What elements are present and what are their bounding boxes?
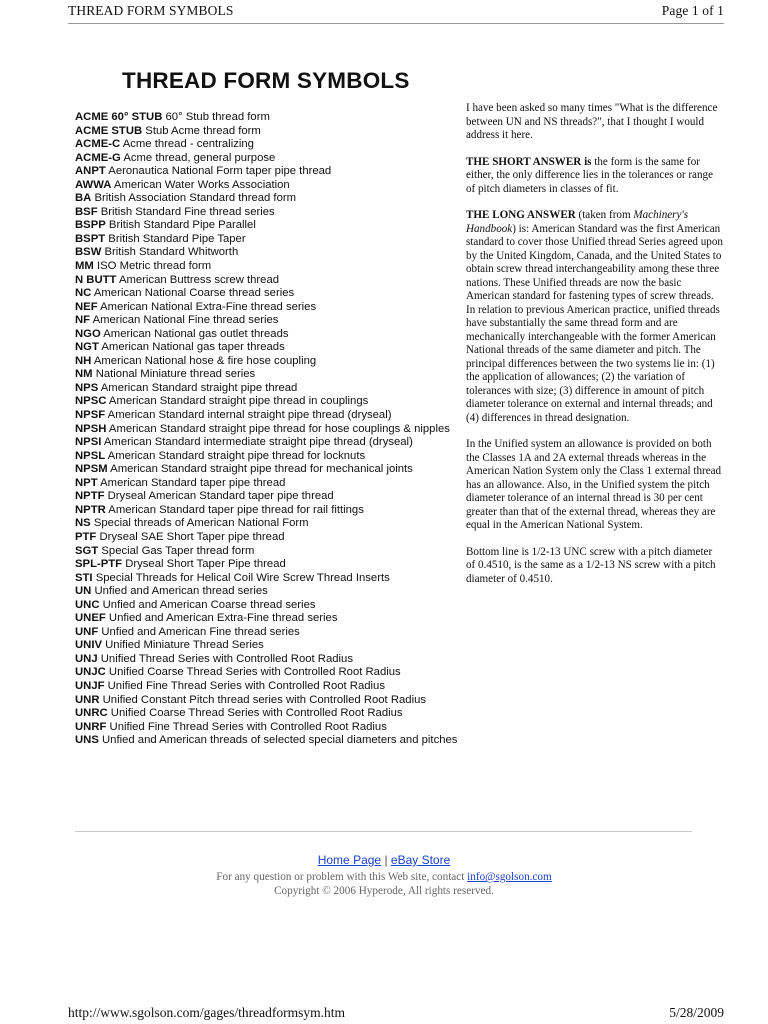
thread-symbol-code: UNJC <box>75 666 106 679</box>
thread-symbol-code: ACME-G <box>75 151 121 164</box>
thread-symbol-item <box>75 233 465 247</box>
thread-symbol-description: British Association Standard thread form <box>94 192 297 205</box>
thread-symbol-item <box>75 463 465 477</box>
thread-symbol-description: Unfied and American Fine thread series <box>101 625 300 638</box>
thread-symbol-item <box>75 206 465 220</box>
thread-symbol-item <box>75 531 465 545</box>
thread-symbol-description: American National Extra-Fine thread series <box>100 300 317 313</box>
long-answer-body: ) is: American Standard was the first American standard to cover those Unified thread Series agreed upon by the United Kingdom, Canada, and the United States to obtain screw thread interchangeability among these three nations. These Unified threads are now the basic American standard for fastening types of screw threads. In relation to previous American practice, unified threads have substantially the same thread form and are mechanically interchangeable with the former American National threads of the same diameter and pitch. The principal differences between the two systems lie in: (1) the application of allowances; (2) the variation of tolerances with size; (3) difference in amount of pitch diameter tolerance on external and internal threads; and (4) differences in thread designation. <box>466 222 723 424</box>
thread-symbol-code: NPSC <box>75 395 107 408</box>
thread-symbol-item <box>75 490 465 504</box>
thread-symbol-description: American National gas taper threads <box>101 341 285 354</box>
thread-symbol-code: NPSF <box>75 409 106 422</box>
article-long-answer <box>466 209 724 425</box>
print-footer-date: 5/28/2009 <box>669 1005 724 1020</box>
thread-symbol-description: Aeronautica National Form taper pipe thread <box>108 165 332 178</box>
thread-symbol-description: Special threads of American National Form <box>93 517 309 530</box>
article-intro: I have been asked so many times "What is the difference between UN and NS threads?", that I thought I would address it here. <box>466 102 718 141</box>
thread-symbol-item <box>75 395 465 409</box>
thread-symbol-item <box>75 423 465 437</box>
thread-symbol-code: AWWA <box>75 178 112 191</box>
thread-symbol-item <box>75 572 465 586</box>
thread-symbol-description: Unified Constant Pitch thread series with Controlled Root Radius <box>102 693 427 706</box>
thread-symbol-item <box>75 585 465 599</box>
thread-symbol-code: SPL-PTF <box>75 558 123 571</box>
thread-symbol-description: American Standard straight pipe thread <box>100 381 298 394</box>
thread-symbol-code: NS <box>75 517 91 530</box>
thread-symbol-description: American National Coarse thread series <box>93 287 295 300</box>
print-header-page-number: Page 1 of 1 <box>661 3 724 18</box>
article-unified-system: In the Unified system an allowance is provided on both the Classes 1A and 2A external threads whereas in the American Nation System only the Class 1 external thread has an allowance. Also, in the Unified system the pitch diameter tolerance of an internal thread is 30 per cent greater than that of the external thread, whereas they are equal in the American National System. <box>466 438 722 531</box>
thread-symbol-item <box>75 721 465 735</box>
thread-symbol-code: UNJF <box>75 679 105 692</box>
thread-symbol-code: N BUTT <box>75 273 117 286</box>
thread-symbol-code: UNRC <box>75 707 108 720</box>
thread-symbol-item <box>75 179 465 193</box>
thread-symbol-description: Unfied and American Coarse thread series <box>102 598 316 611</box>
thread-symbol-description: American National Fine thread series <box>92 314 279 327</box>
thread-symbol-description: Special Threads for Helical Coil Wire Screw Thread Inserts <box>95 571 390 584</box>
thread-symbol-description: American Standard straight pipe thread for locknuts <box>107 449 366 462</box>
thread-symbol-code: UNEF <box>75 612 106 625</box>
thread-symbol-item <box>75 219 465 233</box>
thread-symbol-description: Dryseal SAE Short Taper pipe thread <box>99 530 285 543</box>
contact-line <box>0 870 768 884</box>
thread-symbol-item <box>75 314 465 328</box>
home-page-link[interactable]: Home Page <box>317 853 382 867</box>
thread-symbol-code: NGT <box>75 341 99 354</box>
thread-symbol-item <box>75 653 465 667</box>
thread-symbol-description: American National hose & fire hose coupling <box>93 354 317 367</box>
thread-symbol-description: Unified Fine Thread Series with Controlled Root Radius <box>109 720 387 733</box>
thread-symbol-code: UNS <box>75 734 99 747</box>
thread-symbol-item <box>75 111 465 125</box>
thread-symbol-description: 60° Stub thread form <box>165 111 270 123</box>
footer-divider <box>75 831 692 832</box>
thread-symbol-description: British Standard Pipe Taper <box>108 232 246 245</box>
thread-symbol-item <box>75 639 465 653</box>
thread-symbol-description: Acme thread - centralizing <box>122 138 254 151</box>
thread-symbol-description: British Standard Pipe Parallel <box>108 219 256 232</box>
thread-symbol-item <box>75 138 465 152</box>
thread-symbol-code: NC <box>75 287 92 300</box>
thread-symbol-item <box>75 274 465 288</box>
print-header <box>68 0 724 22</box>
thread-symbol-item <box>75 341 465 355</box>
thread-symbol-description: National Miniature thread series <box>95 368 256 381</box>
footer-nav <box>0 853 768 867</box>
copyright-text: Copyright © 2006 Hyperode, All rights reserved. <box>274 885 494 897</box>
thread-symbol-description: British Standard Fine thread series <box>100 205 275 218</box>
contact-text: For any question or problem with this Web site, contact <box>216 871 465 883</box>
print-header-rule <box>68 23 724 24</box>
thread-symbol-item <box>75 707 465 721</box>
thread-symbol-description: Acme thread, general purpose <box>123 151 276 164</box>
thread-symbol-code: UNJ <box>75 652 98 665</box>
print-footer-url: http://www.sgolson.com/gages/threadformsym.htm <box>68 1005 345 1020</box>
thread-symbol-description: Dryseal Short Taper Pipe thread <box>125 558 286 571</box>
thread-symbol-item <box>75 125 465 139</box>
thread-symbol-item <box>75 504 465 518</box>
thread-symbol-code: NF <box>75 314 91 327</box>
thread-symbol-code: ACME STUB <box>75 124 143 137</box>
thread-symbol-item <box>75 612 465 626</box>
thread-symbol-code: NH <box>75 354 92 367</box>
thread-symbol-item <box>75 545 465 559</box>
thread-symbol-item <box>75 152 465 166</box>
thread-symbol-code: NPSL <box>75 449 106 462</box>
thread-symbol-item <box>75 477 465 491</box>
thread-symbol-description: American Standard straight pipe thread for hose couplings & nipples <box>108 422 450 435</box>
thread-symbol-description: American Water Works Association <box>113 178 290 191</box>
thread-symbol-description: Special Gas Taper thread form <box>101 544 255 557</box>
page-title: THREAD FORM SYMBOLS <box>122 68 410 93</box>
thread-symbol-description: American Standard internal straight pipe thread (dryseal) <box>107 409 392 422</box>
thread-symbol-code: BSW <box>75 246 102 259</box>
thread-symbol-code: BA <box>75 192 92 205</box>
long-answer-lead: THE LONG ANSWER <box>466 209 576 221</box>
thread-symbol-item <box>75 246 465 260</box>
thread-symbol-code: NGO <box>75 327 101 340</box>
thread-symbol-code: ANPT <box>75 165 106 178</box>
thread-symbol-item <box>75 165 465 179</box>
article-short-answer <box>466 156 724 197</box>
thread-symbol-item <box>75 694 465 708</box>
thread-symbol-code: NPSI <box>75 436 102 449</box>
long-answer-taken-from: (taken from <box>578 209 631 221</box>
thread-symbol-item <box>75 368 465 382</box>
thread-symbol-item <box>75 666 465 680</box>
thread-symbol-code: NPSM <box>75 463 108 476</box>
thread-symbol-code: NPT <box>75 476 98 489</box>
thread-symbol-description: American National gas outlet threads <box>103 327 289 340</box>
footer-nav-separator: | <box>384 853 388 867</box>
thread-symbol-code: BSPP <box>75 219 106 232</box>
thread-symbol-item <box>75 409 465 423</box>
thread-symbol-code: PTF <box>75 530 97 543</box>
thread-symbol-code: UNRF <box>75 720 107 733</box>
thread-symbol-description: Unified Coarse Thread Series with Controlled Root Radius <box>108 666 401 679</box>
thread-symbol-description: American Standard straight pipe thread for mechanical joints <box>110 463 413 476</box>
article-column <box>466 102 724 599</box>
thread-symbol-item <box>75 301 465 315</box>
thread-symbol-code: ACME-C <box>75 138 121 151</box>
thread-symbol-code: UNR <box>75 693 100 706</box>
thread-symbol-item <box>75 328 465 342</box>
thread-symbol-code: BSPT <box>75 232 106 245</box>
thread-symbol-list <box>75 111 465 748</box>
article-bottom-line: Bottom line is 1/2-13 UNC screw with a pitch diameter of 0.4510, is the same as a 1/2-13 NS screw with a pitch diameter of 0.4510. <box>466 545 716 585</box>
thread-symbol-description: American Standard taper pipe thread for rail fittings <box>108 503 364 516</box>
thread-symbol-item <box>75 558 465 572</box>
thread-symbol-description: American Standard intermediate straight pipe thread (dryseal) <box>103 436 413 449</box>
thread-symbol-description: Unified Miniature Thread Series <box>105 639 264 652</box>
thread-symbol-description: American Standard straight pipe thread in couplings <box>108 395 369 408</box>
thread-symbol-code: SGT <box>75 544 99 557</box>
thread-symbol-item <box>75 599 465 613</box>
thread-symbol-code: NEF <box>75 300 98 313</box>
thread-symbol-description: Unfied and American Extra-Fine thread series <box>108 612 338 625</box>
thread-symbol-item <box>75 192 465 206</box>
thread-symbol-code: MM <box>75 260 94 273</box>
thread-symbol-item <box>75 517 465 531</box>
thread-symbol-code: NPTF <box>75 490 105 503</box>
thread-symbol-item <box>75 287 465 301</box>
thread-symbol-description: Unfied and American threads of selected special diameters and pitches <box>102 734 458 747</box>
thread-symbol-code: UN <box>75 585 92 598</box>
thread-symbol-code: BSF <box>75 205 98 218</box>
thread-symbol-item <box>75 382 465 396</box>
thread-symbol-code: NPSH <box>75 422 107 435</box>
thread-symbol-item <box>75 680 465 694</box>
thread-symbol-description: Unified Fine Thread Series with Controlled Root Radius <box>107 679 385 692</box>
thread-symbol-item <box>75 355 465 369</box>
contact-email-link[interactable]: info@sgolson.com <box>467 871 552 883</box>
thread-symbol-code: UNF <box>75 625 99 638</box>
thread-symbol-item <box>75 436 465 450</box>
thread-symbol-description: Dryseal American Standard taper pipe thread <box>107 490 334 503</box>
thread-symbol-code: UNIV <box>75 639 102 652</box>
thread-symbol-description: Stub Acme thread form <box>145 124 261 137</box>
ebay-store-link[interactable]: eBay Store <box>390 853 451 867</box>
short-answer-body: the form is the same for either, the only difference lies in the tolerances or range of pitch diameters in classes of fit. <box>466 155 714 195</box>
thread-symbol-code: STI <box>75 571 93 584</box>
thread-symbol-code: NPS <box>75 381 99 394</box>
thread-symbol-description: Unified Coarse Thread Series with Controlled Root Radius <box>110 707 403 720</box>
print-header-title: THREAD FORM SYMBOLS <box>68 3 234 18</box>
thread-symbol-code: UNC <box>75 598 100 611</box>
thread-symbol-code: NM <box>75 368 93 381</box>
thread-symbol-description: American Buttress screw thread <box>118 273 280 286</box>
thread-symbol-code: NPTR <box>75 503 106 516</box>
thread-symbol-item <box>75 734 465 748</box>
print-footer <box>68 1005 724 1021</box>
footer-contact <box>0 870 768 898</box>
thread-symbol-item <box>75 450 465 464</box>
thread-symbol-code: ACME 60° STUB <box>75 111 163 123</box>
long-answer-source: Machinery's Handbook <box>466 209 689 235</box>
thread-symbol-description: American Standard taper pipe thread <box>100 476 286 489</box>
thread-symbol-description: British Standard Whitworth <box>104 246 239 259</box>
thread-symbol-description: ISO Metric thread form <box>96 260 212 273</box>
thread-symbol-description: Unified Thread Series with Controlled Root Radius <box>100 652 353 665</box>
short-answer-lead: THE SHORT ANSWER is <box>466 155 592 168</box>
thread-symbol-item <box>75 260 465 274</box>
thread-symbol-description: Unfied and American thread series <box>94 585 268 598</box>
thread-symbol-item <box>75 626 465 640</box>
